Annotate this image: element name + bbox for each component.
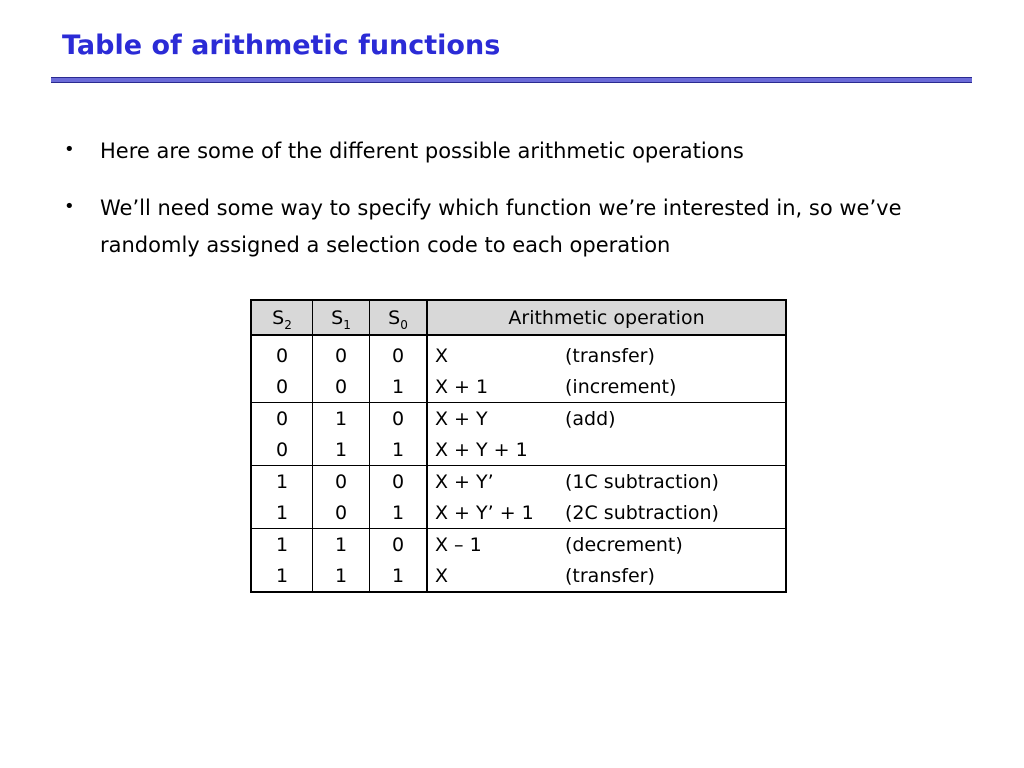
cell-s0: 0: [370, 403, 428, 435]
cell-expression: X + 1: [427, 371, 565, 403]
bullet-text: Here are some of the different possible arithmetic operations: [100, 139, 744, 163]
cell-s1: 0: [313, 466, 370, 498]
cell-s2: 1: [251, 497, 313, 529]
cell-s0: 1: [370, 434, 428, 466]
cell-s1: 1: [313, 529, 370, 561]
cell-expression: X + Y’ + 1: [427, 497, 565, 529]
cell-s0: 0: [370, 466, 428, 498]
cell-description: (2C subtraction): [565, 497, 786, 529]
header-s0-base: S: [388, 306, 401, 329]
table-row: [251, 497, 786, 529]
header-s2: [251, 300, 313, 335]
header-s1-sub: 1: [343, 317, 351, 332]
cell-s0: 1: [370, 560, 428, 592]
cell-s2: 0: [251, 335, 313, 371]
cell-s1: 0: [313, 335, 370, 371]
table-row: [251, 434, 786, 466]
header-s1: [313, 300, 370, 335]
table-row: [251, 529, 786, 561]
bullet-item: [62, 133, 962, 170]
header-s0-sub: 0: [400, 317, 408, 332]
table-row: [251, 560, 786, 592]
cell-s2: 0: [251, 371, 313, 403]
cell-description: (1C subtraction): [565, 470, 719, 493]
cell-s0: 0: [370, 335, 428, 371]
cell-s2: 1: [251, 466, 313, 498]
cell-s1: 1: [313, 403, 370, 435]
table-header-row: [251, 300, 786, 335]
arithmetic-operations-table: [250, 299, 787, 593]
cell-s0: 1: [370, 497, 428, 529]
cell-expression: X – 1: [435, 533, 482, 556]
title-divider: [51, 77, 972, 83]
cell-expression: X: [435, 344, 449, 367]
cell-s0: 0: [370, 529, 428, 561]
cell-s1: 0: [313, 371, 370, 403]
slide-title: Table of arithmetic functions: [62, 30, 501, 61]
header-arithmetic-operation: Arithmetic operation: [427, 300, 786, 335]
cell-expression: X: [435, 564, 449, 587]
cell-s2: 0: [251, 403, 313, 435]
cell-description: (transfer): [565, 344, 655, 367]
bullet-dot-icon: •: [64, 139, 75, 160]
cell-s1: 1: [313, 560, 370, 592]
bullet-text: We’ll need some way to specify which function we’re interested in, so we’ve randomly assigned a selection code to each operation: [100, 196, 902, 257]
header-s2-sub: 2: [284, 317, 292, 332]
cell-s2: 1: [251, 560, 313, 592]
cell-description: (increment): [565, 371, 786, 403]
cell-s0: 1: [370, 371, 428, 403]
header-s1-base: S: [331, 306, 344, 329]
header-s0: [370, 300, 428, 335]
cell-s1: 1: [313, 434, 370, 466]
header-s2-base: S: [272, 306, 285, 329]
cell-description: (add): [565, 407, 616, 430]
cell-s2: 1: [251, 529, 313, 561]
cell-expression: X + Y: [435, 407, 488, 430]
table-row: [251, 371, 786, 403]
cell-description: (decrement): [565, 533, 683, 556]
cell-description: [565, 434, 786, 466]
cell-s1: 0: [313, 497, 370, 529]
table-row: [251, 335, 786, 371]
cell-s2: 0: [251, 434, 313, 466]
bullet-item: [62, 190, 962, 264]
cell-expression: X + Y + 1: [427, 434, 565, 466]
bullet-list: [62, 133, 962, 284]
table-row: [251, 403, 786, 435]
bullet-dot-icon: •: [64, 196, 75, 217]
cell-expression: X + Y’: [435, 470, 494, 493]
cell-description: (transfer): [565, 564, 655, 587]
table-row: [251, 466, 786, 498]
